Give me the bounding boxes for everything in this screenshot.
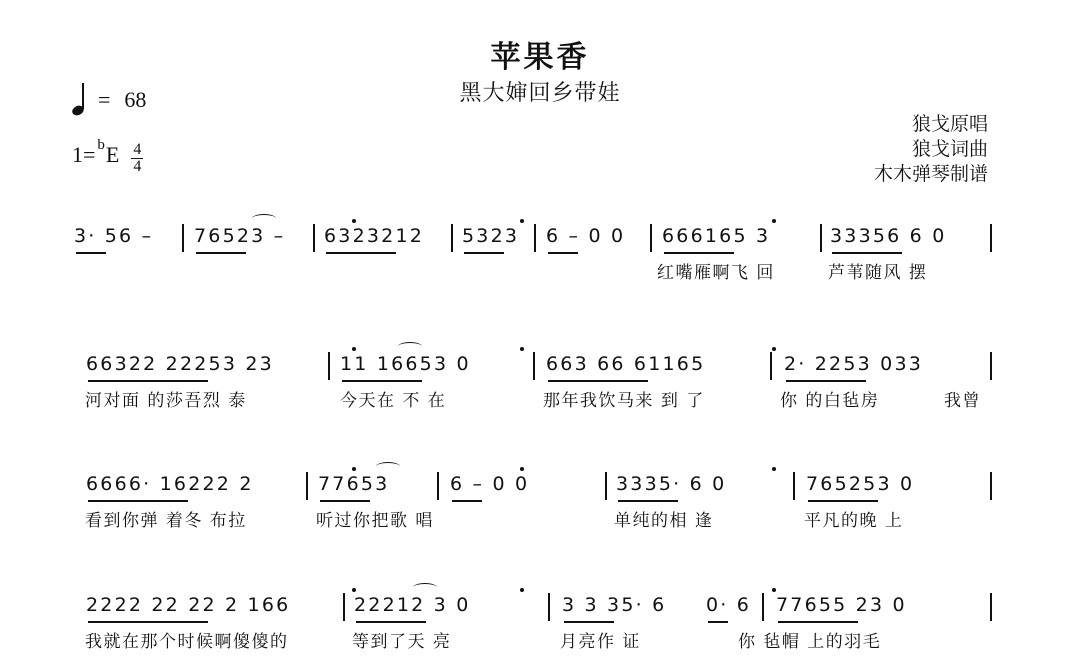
octave-dot bbox=[772, 219, 776, 223]
measure-notes: 6 – 0 0 bbox=[546, 225, 626, 247]
octave-dot bbox=[520, 347, 524, 351]
measure-notes: 3335· 6 0 bbox=[616, 473, 727, 495]
credit-composer: 狼戈词曲 bbox=[911, 138, 988, 160]
measure-notes: 666165 3 bbox=[662, 225, 771, 247]
octave-dot bbox=[520, 467, 524, 471]
barline bbox=[650, 224, 652, 252]
duration-underline bbox=[832, 252, 902, 254]
octave-dot bbox=[352, 219, 356, 223]
lyric-line: 今天在 不 在 bbox=[340, 391, 447, 411]
duration-underline bbox=[88, 621, 208, 623]
barline bbox=[770, 352, 772, 380]
duration-underline bbox=[196, 252, 246, 254]
barline bbox=[990, 352, 992, 380]
credit-transcriber: 木木弹琴制谱 bbox=[873, 163, 988, 185]
measure-notes: 6666· 16222 2 bbox=[86, 473, 254, 495]
octave-dot bbox=[772, 588, 776, 592]
barline bbox=[548, 593, 550, 621]
slur-arc bbox=[398, 342, 422, 351]
duration-underline bbox=[452, 500, 482, 502]
measure-notes: 765253 0 bbox=[806, 473, 915, 495]
barline bbox=[990, 224, 992, 252]
measure-notes: 663 66 61165 bbox=[546, 353, 706, 375]
barline bbox=[533, 352, 535, 380]
duration-underline bbox=[464, 252, 504, 254]
octave-dot bbox=[772, 467, 776, 471]
duration-underline bbox=[618, 500, 678, 502]
octave-dot bbox=[352, 467, 356, 471]
measure-notes: 3· 56 – bbox=[74, 225, 154, 247]
barline bbox=[990, 593, 992, 621]
barline bbox=[762, 593, 764, 621]
measure-notes: 6323212 bbox=[324, 225, 425, 247]
tempo-bpm: 68 bbox=[124, 86, 147, 112]
barline bbox=[820, 224, 822, 252]
lyric-line: 我就在那个时候啊傻傻的 bbox=[85, 632, 289, 652]
measure-notes: 2222 22 22 2 166 bbox=[86, 594, 291, 616]
barline bbox=[306, 472, 308, 500]
lyric-line: 你 的白毡房 bbox=[780, 391, 880, 411]
meter-top: 4 bbox=[133, 141, 142, 158]
lyric-line: 平凡的晚 上 bbox=[804, 511, 904, 531]
barline bbox=[437, 472, 439, 500]
key-note: E bbox=[105, 142, 120, 167]
barline bbox=[313, 224, 315, 252]
barline bbox=[534, 224, 536, 252]
lyric-line: 听过你把歌 唱 bbox=[316, 511, 434, 531]
measure-notes: 66322 22253 23 bbox=[86, 353, 274, 375]
duration-underline bbox=[778, 621, 858, 623]
lyric-line: 河对面 的莎吾烈 泰 bbox=[85, 391, 247, 411]
duration-underline bbox=[564, 621, 614, 623]
credit-singer: 狼戈原唱 bbox=[911, 113, 988, 135]
lyric-line: 单纯的相 逢 bbox=[614, 511, 714, 531]
key-signature bbox=[72, 137, 143, 175]
duration-underline bbox=[548, 252, 578, 254]
lyric-line: 我曾 bbox=[944, 391, 981, 411]
octave-dot bbox=[352, 588, 356, 592]
lyric-line: 红嘴雁啊飞 回 bbox=[657, 263, 775, 283]
flat-sign: b bbox=[97, 137, 105, 153]
lyric-line: 芦苇随风 摆 bbox=[828, 263, 928, 283]
lyric-line: 等到了天 亮 bbox=[352, 632, 452, 652]
octave-dot bbox=[520, 219, 524, 223]
slur-arc bbox=[413, 583, 437, 592]
lyric-line: 你 毡帽 上的羽毛 bbox=[738, 632, 882, 652]
barline bbox=[182, 224, 184, 252]
measure-notes: 77653 bbox=[318, 473, 390, 495]
measure-notes: 22212 3 0 bbox=[354, 594, 471, 616]
measure-notes: 3 3 35· 6 bbox=[562, 594, 667, 616]
slur-arc bbox=[376, 462, 400, 471]
barline bbox=[605, 472, 607, 500]
duration-underline bbox=[342, 380, 422, 382]
barline bbox=[328, 352, 330, 380]
lyric-line: 那年我饮马来 到 了 bbox=[543, 391, 705, 411]
measure-notes: 5323 bbox=[462, 225, 520, 247]
meter-bottom: 4 bbox=[133, 158, 142, 175]
measure-notes: 0· 6 bbox=[706, 594, 752, 616]
time-signature bbox=[131, 142, 143, 175]
duration-underline bbox=[320, 500, 370, 502]
tempo-marking bbox=[72, 84, 146, 115]
octave-dot bbox=[352, 347, 356, 351]
barline bbox=[451, 224, 453, 252]
key-prefix: 1= bbox=[72, 142, 96, 167]
duration-underline bbox=[76, 252, 106, 254]
duration-underline bbox=[664, 252, 734, 254]
lyric-line: 看到你弹 着冬 布拉 bbox=[85, 511, 247, 531]
octave-dot bbox=[772, 347, 776, 351]
octave-dot bbox=[520, 588, 524, 592]
duration-underline bbox=[786, 380, 866, 382]
measure-notes: 11 16653 0 bbox=[340, 353, 471, 375]
barline bbox=[343, 593, 345, 621]
song-subtitle: 黑大婶回乡带娃 bbox=[459, 81, 621, 106]
measure-notes: 76523 – bbox=[194, 225, 286, 247]
duration-underline bbox=[88, 380, 208, 382]
lyric-line: 月亮作 证 bbox=[560, 632, 641, 652]
measure-notes: 2· 2253 033 bbox=[784, 353, 924, 375]
slur-arc bbox=[252, 214, 276, 223]
duration-underline bbox=[548, 380, 648, 382]
duration-underline bbox=[356, 621, 426, 623]
measure-notes: 77655 23 0 bbox=[776, 594, 907, 616]
duration-underline bbox=[708, 621, 728, 623]
duration-underline bbox=[326, 252, 396, 254]
tempo-equals: = bbox=[98, 86, 111, 112]
song-title: 苹果香 bbox=[490, 40, 590, 75]
measure-notes: 33356 6 0 bbox=[830, 225, 947, 247]
duration-underline bbox=[88, 500, 188, 502]
credits bbox=[874, 112, 988, 187]
duration-underline bbox=[808, 500, 878, 502]
barline bbox=[990, 472, 992, 500]
measure-notes: 6 – 0 0 bbox=[450, 473, 530, 495]
barline bbox=[793, 472, 795, 500]
